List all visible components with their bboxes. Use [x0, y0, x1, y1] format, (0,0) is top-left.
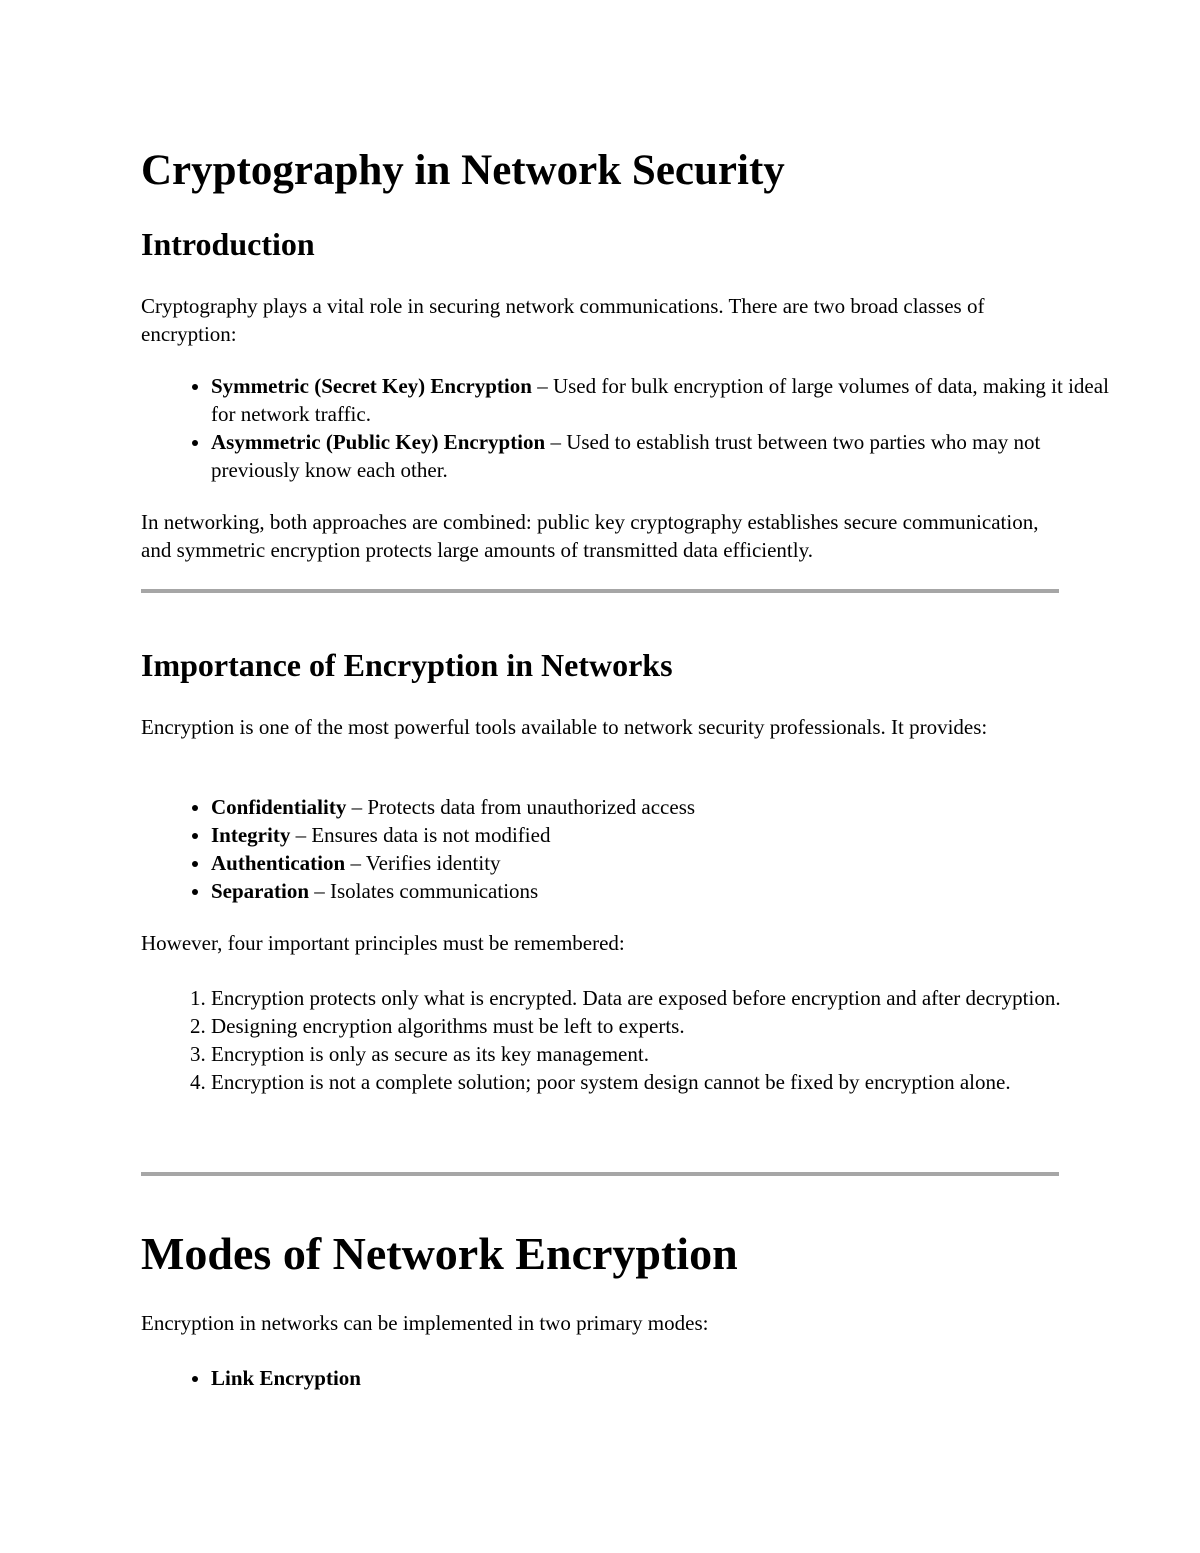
- list-item-term: Authentication: [211, 851, 346, 875]
- list-item-term: Confidentiality: [211, 795, 347, 819]
- list-item-desc: – Verifies identity: [345, 851, 501, 875]
- list-item: 2. Designing encryption algorithms must be left to experts.: [211, 1012, 1129, 1040]
- encryption-benefits-list: [141, 793, 1129, 905]
- list-item-term: Symmetric (Secret Key) Encryption: [211, 374, 532, 398]
- list-item-desc: – Used to establish trust between two parties who may not previously know each other.: [211, 430, 1041, 482]
- list-item: [211, 877, 1129, 905]
- principles-intro-paragraph: However, four important principles must be remembered:: [141, 931, 625, 955]
- section-heading-introduction: Introduction: [141, 226, 315, 262]
- modes-paragraph: Encryption in networks can be implemented in two primary modes:: [141, 1311, 709, 1335]
- list-item: [211, 372, 1129, 428]
- intro-paragraph: Cryptography plays a vital role in securing network communications. There are two broad classes of encryption:: [141, 294, 985, 346]
- section-heading-modes: Modes of Network Encryption: [141, 1228, 738, 1279]
- list-item-desc: – Isolates communications: [309, 879, 539, 903]
- list-item-desc: – Used for bulk encryption of large volumes of data, making it ideal for network traffic.: [211, 374, 1109, 426]
- encryption-classes-list: [141, 372, 1129, 484]
- list-item-term: Link Encryption: [211, 1366, 361, 1390]
- section-heading-importance: Importance of Encryption in Networks: [141, 647, 673, 683]
- encryption-modes-list: [141, 1364, 1129, 1392]
- list-item: [211, 428, 1129, 484]
- list-item-term: Integrity: [211, 823, 291, 847]
- principles-list: [141, 984, 1129, 1096]
- list-item: 4. Encryption is not a complete solution; poor system design cannot be fixed by encryption alone.: [211, 1068, 1129, 1096]
- section-divider: [141, 1172, 1059, 1176]
- list-item: 1. Encryption protects only what is encrypted. Data are exposed before encryption and after decryption.: [211, 984, 1129, 1012]
- list-item: [211, 849, 1129, 877]
- list-item-desc: – Protects data from unauthorized access: [346, 795, 696, 819]
- intro-closing-paragraph: In networking, both approaches are combined: public key cryptography establishes secure communication, and symmetric encryption protects large amounts of transmitted data efficiently.: [141, 510, 1039, 562]
- section-divider: [141, 589, 1059, 593]
- list-item-term: Separation: [211, 879, 310, 903]
- list-item: 3. Encryption is only as secure as its key management.: [211, 1040, 1129, 1068]
- page-title: Cryptography in Network Security: [141, 147, 785, 194]
- list-item: [211, 1364, 1129, 1392]
- list-item-desc: – Ensures data is not modified: [290, 823, 551, 847]
- list-item: [211, 793, 1129, 821]
- list-item: [211, 821, 1129, 849]
- list-item-term: Asymmetric (Public Key) Encryption: [211, 430, 546, 454]
- importance-paragraph: Encryption is one of the most powerful tools available to network security professionals. It provides:: [141, 715, 988, 739]
